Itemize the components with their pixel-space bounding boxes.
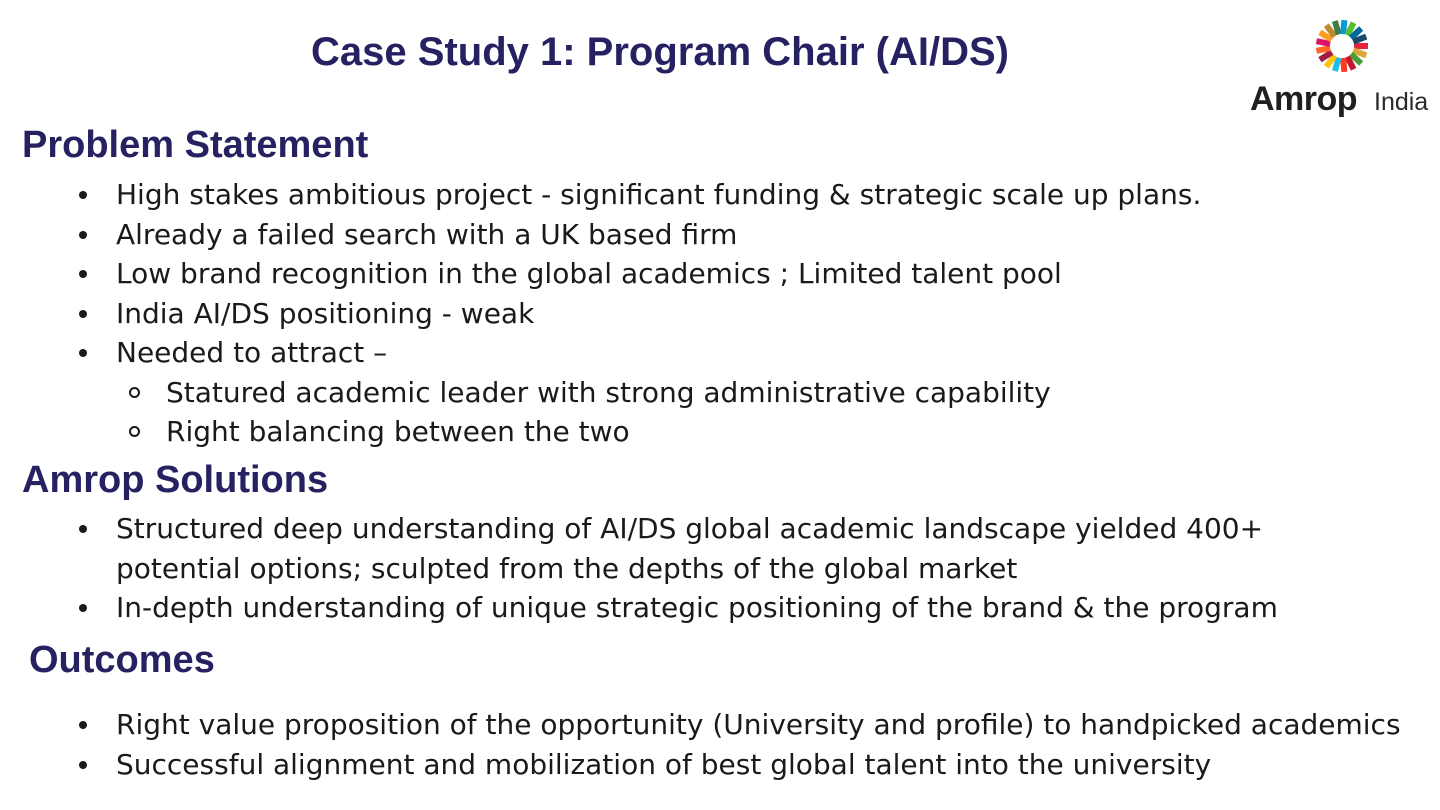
list-item: India AI/DS positioning - weak [76,294,1436,334]
list-item: Right value proposition of the opportunity (University and profile) to handpicked academics [76,705,1436,745]
list-item [76,333,1436,452]
list-item: Structured deep understanding of AI/DS global academic landscape yielded 400+ potential options; sculpted from the depths of the global market [76,509,1316,588]
outcomes-list [76,705,1436,784]
list-item: Low brand recognition in the global academics ; Limited talent pool [76,254,1436,294]
problem-list [76,175,1436,452]
logo-ray [1343,20,1344,34]
list-item: High stakes ambitious project - significant funding & strategic scale up plans. [76,175,1436,215]
solutions-heading: Amrop Solutions [22,459,329,501]
sub-list-item: Right balancing between the two [116,412,1436,452]
list-item-text: Needed to attract – [116,336,388,369]
list-item: Successful alignment and mobilization of best global talent into the university [76,745,1436,785]
logo-brand: Amrop [1250,80,1358,118]
page-title: Case Study 1: Program Chair (AI/DS) [311,30,1009,74]
outcomes-heading: Outcomes [29,639,215,681]
logo-region: India [1374,88,1429,116]
logo-ray [1335,21,1339,34]
logo-ray [1316,48,1330,51]
amrop-sun-logo-icon [1314,18,1370,74]
logo-ray [1316,41,1330,44]
logo [1248,18,1428,128]
list-item: Already a failed search with a UK based firm [76,215,1436,255]
sub-list-item: Statured academic leader with strong administrative capability [116,373,1436,413]
problem-heading: Problem Statement [22,124,369,166]
list-item: In-depth understanding of unique strategic positioning of the brand & the program [76,588,1440,628]
sub-list [116,373,1436,452]
logo-ray [1343,58,1344,72]
solutions-list [76,509,1316,628]
